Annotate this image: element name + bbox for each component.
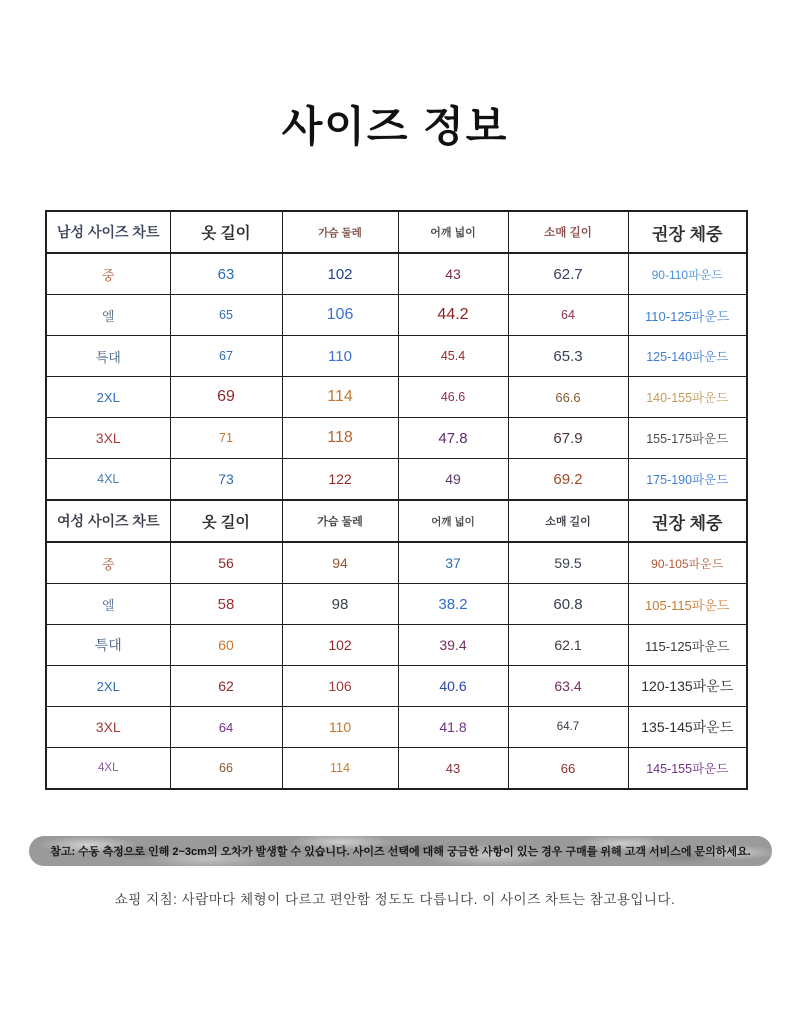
measurement-cell: 98 [282,584,398,625]
size-label-cell: 2XL [46,666,170,707]
size-label-cell: 엘 [46,584,170,625]
women-size-row [46,748,747,790]
measurement-cell: 56 [170,542,282,584]
measurement-cell: 71 [170,418,282,459]
measurement-cell: 110 [282,707,398,748]
men-chart-title-cell: 남성 사이즈 차트 [46,211,170,253]
measurement-cell: 62 [170,666,282,707]
weight-range-cell: 120-135파운드 [628,666,747,707]
measurement-cell: 67 [170,336,282,377]
measurement-cell: 65 [170,295,282,336]
measurement-cell: 59.5 [508,542,628,584]
measurement-cell: 64.7 [508,707,628,748]
women-chart-title-cell: 여성 사이즈 차트 [46,500,170,542]
weight-range-cell: 145-155파운드 [628,748,747,790]
measurement-cell: 60 [170,625,282,666]
size-label-cell: 2XL [46,377,170,418]
women-header-row [46,500,747,542]
measurement-cell: 49 [398,459,508,501]
size-label-cell: 중 [46,253,170,295]
weight-range-cell: 125-140파운드 [628,336,747,377]
measurement-cell: 39.4 [398,625,508,666]
women-size-row [46,584,747,625]
column-header-cell: 어깨 넓이 [398,500,508,542]
measurement-cell: 63.4 [508,666,628,707]
size-table [45,210,748,790]
men-size-row [46,295,747,336]
measurement-cell: 110 [282,336,398,377]
size-label-cell: 특대 [46,336,170,377]
column-header-cell: 가슴 둘레 [282,211,398,253]
weight-range-cell: 90-105파운드 [628,542,747,584]
men-size-row [46,459,747,501]
men-size-row [46,336,747,377]
size-label-cell: 4XL [46,459,170,501]
women-size-row [46,707,747,748]
column-header-cell: 옷 길이 [170,211,282,253]
column-header-cell: 소매 길이 [508,211,628,253]
measurement-cell: 114 [282,377,398,418]
measurement-cell: 64 [508,295,628,336]
column-header-cell: 어깨 넓이 [398,211,508,253]
size-label-cell: 중 [46,542,170,584]
measurement-cell: 43 [398,748,508,790]
measurement-cell: 102 [282,253,398,295]
measurement-cell: 41.8 [398,707,508,748]
column-header-cell: 권장 체중 [628,211,747,253]
size-label-cell: 특대 [46,625,170,666]
measurement-cell: 69 [170,377,282,418]
measurement-cell: 106 [282,666,398,707]
measurement-cell: 73 [170,459,282,501]
measurement-cell: 66.6 [508,377,628,418]
measurement-cell: 66 [170,748,282,790]
size-label-cell: 엘 [46,295,170,336]
men-size-row [46,377,747,418]
measurement-cell: 45.4 [398,336,508,377]
measurement-cell: 43 [398,253,508,295]
measurement-cell: 122 [282,459,398,501]
measurement-cell: 37 [398,542,508,584]
shopping-guideline-text: 쇼핑 지침: 사람마다 체형이 다르고 편안함 정도도 다릅니다. 이 사이즈 차트는 참고용입니다. [114,892,676,907]
column-header-cell: 옷 길이 [170,500,282,542]
weight-range-cell: 140-155파운드 [628,377,747,418]
women-size-row [46,666,747,707]
measurement-cell: 64 [170,707,282,748]
measurement-cell: 62.7 [508,253,628,295]
men-size-row [46,253,747,295]
measurement-cell: 38.2 [398,584,508,625]
measurement-cell: 58 [170,584,282,625]
weight-range-cell: 175-190파운드 [628,459,747,501]
measurement-cell: 69.2 [508,459,628,501]
measurement-cell: 102 [282,625,398,666]
measurement-cell: 63 [170,253,282,295]
measurement-cell: 40.6 [398,666,508,707]
women-size-row [46,542,747,584]
measurement-cell: 60.8 [508,584,628,625]
measurement-cell: 62.1 [508,625,628,666]
column-header-cell: 소매 길이 [508,500,628,542]
measurement-cell: 44.2 [398,295,508,336]
men-header-row [46,211,747,253]
notice-banner [29,836,772,866]
measurement-cell: 66 [508,748,628,790]
measurement-cell: 106 [282,295,398,336]
weight-range-cell: 110-125파운드 [628,295,747,336]
page-title: 사이즈 정보 [281,103,509,150]
measurement-cell: 46.6 [398,377,508,418]
measurement-cell: 114 [282,748,398,790]
size-label-cell: 4XL [46,748,170,790]
women-size-row [46,625,747,666]
weight-range-cell: 105-115파운드 [628,584,747,625]
size-label-cell: 3XL [46,707,170,748]
weight-range-cell: 115-125파운드 [628,625,747,666]
column-header-cell: 권장 체중 [628,500,747,542]
weight-range-cell: 135-145파운드 [628,707,747,748]
weight-range-cell: 155-175파운드 [628,418,747,459]
measurement-cell: 67.9 [508,418,628,459]
measurement-cell: 94 [282,542,398,584]
men-size-row [46,418,747,459]
measurement-cell: 65.3 [508,336,628,377]
weight-range-cell: 90-110파운드 [628,253,747,295]
measurement-cell: 118 [282,418,398,459]
measurement-cell: 47.8 [398,418,508,459]
column-header-cell: 가슴 둘레 [282,500,398,542]
notice-text: 참고: 수동 측정으로 인해 2~3cm의 오차가 발생할 수 있습니다. 사이즈 선택에 대해 궁금한 사항이 있는 경우 구매를 위해 고객 서비스에 문의하세요. [50,846,751,858]
size-label-cell: 3XL [46,418,170,459]
